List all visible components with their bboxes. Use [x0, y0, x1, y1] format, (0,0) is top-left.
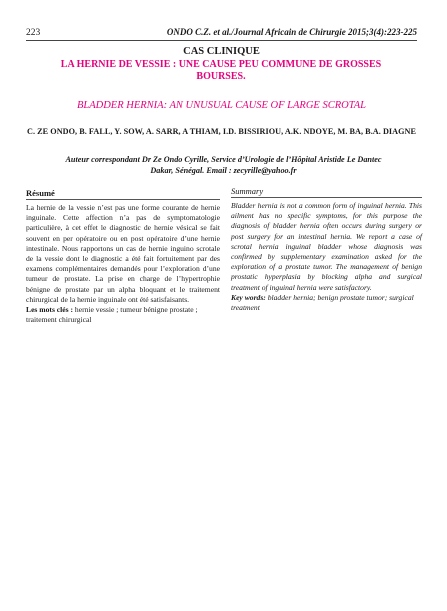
keywords-english-label: Key words:: [231, 292, 266, 302]
author-list: C. ZE ONDO, B. FALL, Y. SOW, A. SARR, A THIAM, I.D. BISSIRIOU, A.K. NDOYE, M. BA, B.A. DIAGNE: [27, 127, 416, 136]
abstract-french: [26, 188, 220, 325]
keywords-french: [26, 305, 220, 325]
keywords-english: [231, 293, 422, 313]
summary-text: Bladder hernia is not a common form of inguinal hernia. This ailment has no specific symptoms, for this purpose the diagnosis of bladder hernia often occurs during surgery or post surgery for an intestinal hernia. We report a case of scrotal hernia inguinal bladder whose diagnosis was confirmed by supplementary examination asked for the exploration of a prostate tumor. The management of benign prostatic hyperplasia by blocking alpha and surgical treatment of inguinal hernia were satisfactory.: [231, 201, 422, 292]
keywords-english-values: bladder hernia; benign prostate tumor; surgical treatment: [231, 292, 414, 313]
abstract-english: [231, 186, 422, 313]
keywords-french-values: hernie vessie ; tumeur bénigne prostate ; traitement chirurgical: [26, 305, 198, 325]
resume-text: La hernie de la vessie n’est pas une forme courante de hernie inguinale. Cette affection n’a pas de symptomatologie particulière, à cet effet le diagnostic de hernie vésical se fait souvent en per opératoire ou en post opératoire d’une hernie intestinale. Nous rapportons un cas de hernie inguino scrotale de la vessie dont le diagnostic a été fait fortuitement par des examens complémentaires demandés pour l’exploration d’une tumeur de prostate. La prise en charge de l’hypertrophie bénigne de prostate par un alpha bloquant et le traitement chirurgical de la hernie inguinale ont été satisfaisants.: [26, 203, 220, 304]
article-type-label: CAS CLINIQUE: [183, 46, 260, 57]
corresponding-author: Auteur correspondant Dr Ze Ondo Cyrille, Service d’Urologie de l’Hôpital Aristide Le Dantec Dakar, Sénégal. Email : zecyrille@yahoo.fr: [65, 155, 382, 175]
keywords-french-label: Les mots clés :: [26, 305, 74, 315]
resume-heading: Résumé: [26, 188, 220, 200]
page-number: 223: [26, 28, 41, 38]
header-divider: [26, 40, 417, 41]
summary-heading: Summary: [231, 186, 422, 198]
journal-citation: ONDO C.Z. et al./Journal Africain de Chirurgie 2015;3(4):223-225: [166, 27, 417, 37]
article-title-french: LA HERNIE DE VESSIE : UNE CAUSE PEU COMMUNE DE GROSSES BOURSES.: [60, 59, 382, 82]
running-header: [26, 27, 417, 38]
article-title-english: BLADDER HERNIA: AN UNUSUAL CAUSE OF LARGE SCROTAL: [76, 100, 367, 111]
